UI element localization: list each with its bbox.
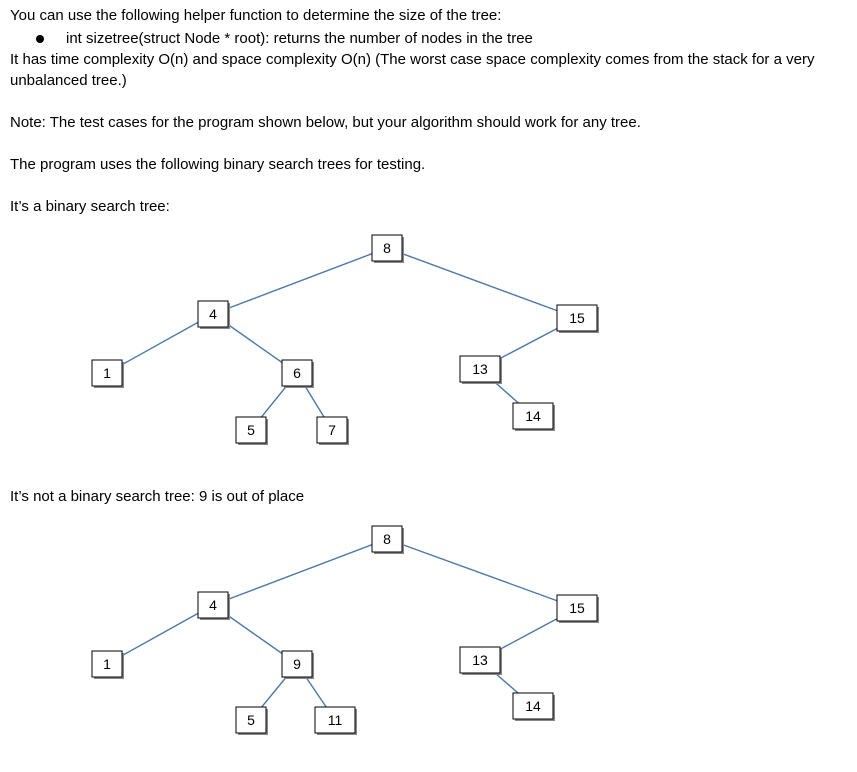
tree-node-15 bbox=[557, 595, 599, 623]
node-label: 6 bbox=[293, 365, 301, 381]
intro-text: You can use the following helper function to determine the size of the tree: bbox=[10, 7, 502, 24]
tree-node-1 bbox=[92, 651, 124, 679]
tree-node-4 bbox=[198, 301, 230, 329]
tree-node-5 bbox=[236, 417, 268, 445]
note-text: Note: The test cases for the program shown below, but your algorithm should work for any tree. bbox=[10, 114, 641, 131]
node-label: 15 bbox=[569, 600, 585, 616]
tree-edge-n8-n15 bbox=[387, 539, 577, 608]
node-label: 13 bbox=[472, 361, 488, 377]
node-label: 5 bbox=[247, 712, 255, 728]
node-label: 9 bbox=[293, 656, 301, 672]
tree-node-11 bbox=[315, 707, 357, 735]
node-label: 7 bbox=[328, 422, 336, 438]
node-label: 8 bbox=[383, 531, 391, 547]
node-label: 14 bbox=[525, 408, 541, 424]
program-uses-text: The program uses the following binary search trees for testing. bbox=[10, 156, 426, 173]
tree-node-13 bbox=[460, 356, 502, 384]
bst-tree-diagram bbox=[0, 230, 857, 450]
helper-function-text: int sizetree(struct Node * root): returns the number of nodes in the tree bbox=[66, 30, 533, 47]
tree-node-15 bbox=[557, 305, 599, 333]
tree-node-8 bbox=[372, 235, 404, 263]
not-bst-caption: It’s not a binary search tree: 9 is out of place bbox=[10, 488, 305, 505]
tree-node-13 bbox=[460, 647, 502, 675]
node-label: 1 bbox=[103, 656, 111, 672]
complexity-text-2: unbalanced tree.) bbox=[10, 72, 127, 89]
not-bst-tree-diagram bbox=[0, 520, 857, 740]
tree-edge-n8-n4 bbox=[213, 539, 387, 605]
tree-node-14 bbox=[513, 403, 555, 431]
tree-node-9 bbox=[282, 651, 314, 679]
tree-node-14 bbox=[513, 693, 555, 721]
tree-edge-n8-n4 bbox=[213, 248, 387, 314]
tree-node-6 bbox=[282, 360, 314, 388]
complexity-text-1: It has time complexity O(n) and space complexity O(n) (The worst case space complexity comes from the stack for a very bbox=[10, 51, 815, 68]
node-label: 11 bbox=[327, 712, 343, 728]
node-label: 4 bbox=[209, 597, 217, 613]
node-label: 5 bbox=[247, 422, 255, 438]
tree-node-7 bbox=[317, 417, 349, 445]
node-label: 1 bbox=[103, 365, 111, 381]
bullet-icon bbox=[36, 35, 44, 43]
tree-node-1 bbox=[92, 360, 124, 388]
node-label: 13 bbox=[472, 652, 488, 668]
tree-node-4 bbox=[198, 592, 230, 620]
tree-node-8 bbox=[372, 526, 404, 554]
bst-caption: It’s a binary search tree: bbox=[10, 198, 170, 215]
node-label: 14 bbox=[525, 698, 541, 714]
tree-edge-n8-n15 bbox=[387, 248, 577, 318]
node-label: 15 bbox=[569, 310, 585, 326]
tree-node-5 bbox=[236, 707, 268, 735]
node-label: 8 bbox=[383, 240, 391, 256]
node-label: 4 bbox=[209, 306, 217, 322]
